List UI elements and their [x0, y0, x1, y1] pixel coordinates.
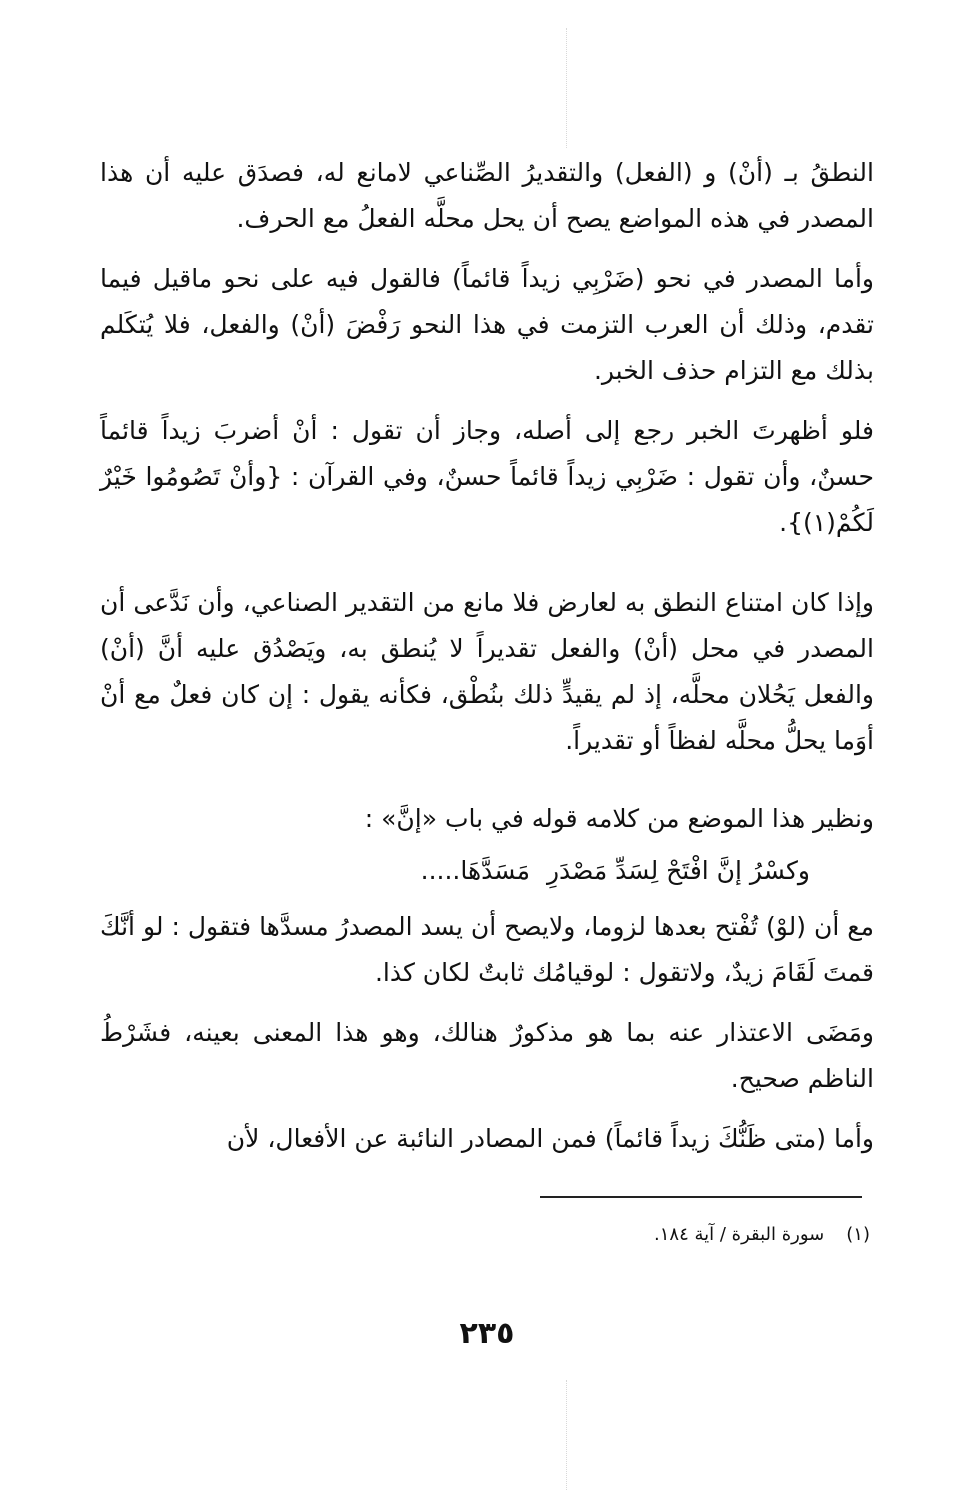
paragraph-4: وإذا كان امتناع النطق به لعارض فلا مانع من التقدير الصناعي، وأن نَدَّعى أن المصدر في محل (أنْ) والفعل تقديراً لا يُنطق به، ويَصْدُق عليه أنَّ (أنْ) والفعل يَحُلان محلَّه، إذ لم يقيدٍّ ذلك بنُطْق، فكأنه يقول : إن كان فعلٌ مع أنْ أوَما يحلُّ محلَّه لفظاً أو تقديراً. — [100, 588, 874, 755]
paragraph-8: وأما (متى ظَنُّكَ زيداً قائماً) فمن المصادر النائبة عن الأفعال، لأن — [226, 1124, 874, 1153]
page-fold-mark — [566, 28, 567, 148]
footnote-text: سورة البقرة / آية ١٨٤. — [654, 1224, 825, 1245]
footnote-separator — [540, 1196, 862, 1198]
poetry-verse — [421, 848, 810, 894]
paragraph-2: وأما المصدر في نحو (ضَرْبِي زيداً قائماً) فالقول فيه على نحو ماقيل فيما تقدم، وذلك أن العرب التزمت في هذا النحو رَفْضَ (أنْ) والفعل، فلا يُتكَلم بذلك مع التزام حذف الخبر. — [100, 264, 874, 385]
paragraph-1: النطقُ بـ (أنْ) و (الفعل) والتقديرُ الصِّناعي لامانع له، فصدَق عليه أن هذا المصدر في هذه المواضع يصح أن يحل محلَّه الفعلُ مع الحرف. — [100, 158, 874, 233]
paragraph-5: ونظير هذا الموضع من كلامه قوله في باب «إنَّ» : — [364, 804, 874, 833]
verse-second-hemistich: مَسَدَّهَا..... — [420, 856, 530, 885]
page-number: ٢٣٥ — [459, 1316, 515, 1351]
footnote-number: (١) — [846, 1224, 870, 1245]
paragraph-3: فلو أظهرتَ الخبر رجع إلى أصله، وجاز أن تقول : أنْ أضربَ زيداً قائماً حسنٌ، وأن تقول : ضَرْبِي زيداً قائماً حسنٌ، وفي القرآن : {وأنْ تَصُومُوا خَيْرٌ لَكُمْ(١)}. — [100, 416, 874, 537]
page-fold-mark — [566, 1380, 567, 1490]
footnote — [654, 1220, 870, 1250]
verse-first-hemistich: وكسْرُ إنَّ افْتَحْ لِسَدِّ مَصْدَرِ — [546, 856, 810, 885]
paragraph-7: ومَضَى الاعتذار عنه بما هو مذكورٌ هنالك، وهو هذا المعنى بعينه، فشَرْطُ الناظم صحيح. — [100, 1018, 874, 1093]
paragraph-6: مع أن (لوْ) تُفْتح بعدها لزوما، ولايصح أن يسد المصدرُ مسدَّها فتقول : لو أنَّكَ قمتَ لَقَامَ زيدٌ، ولاتقول : لوقيامُك ثابتٌ لكان كذا. — [100, 912, 874, 987]
